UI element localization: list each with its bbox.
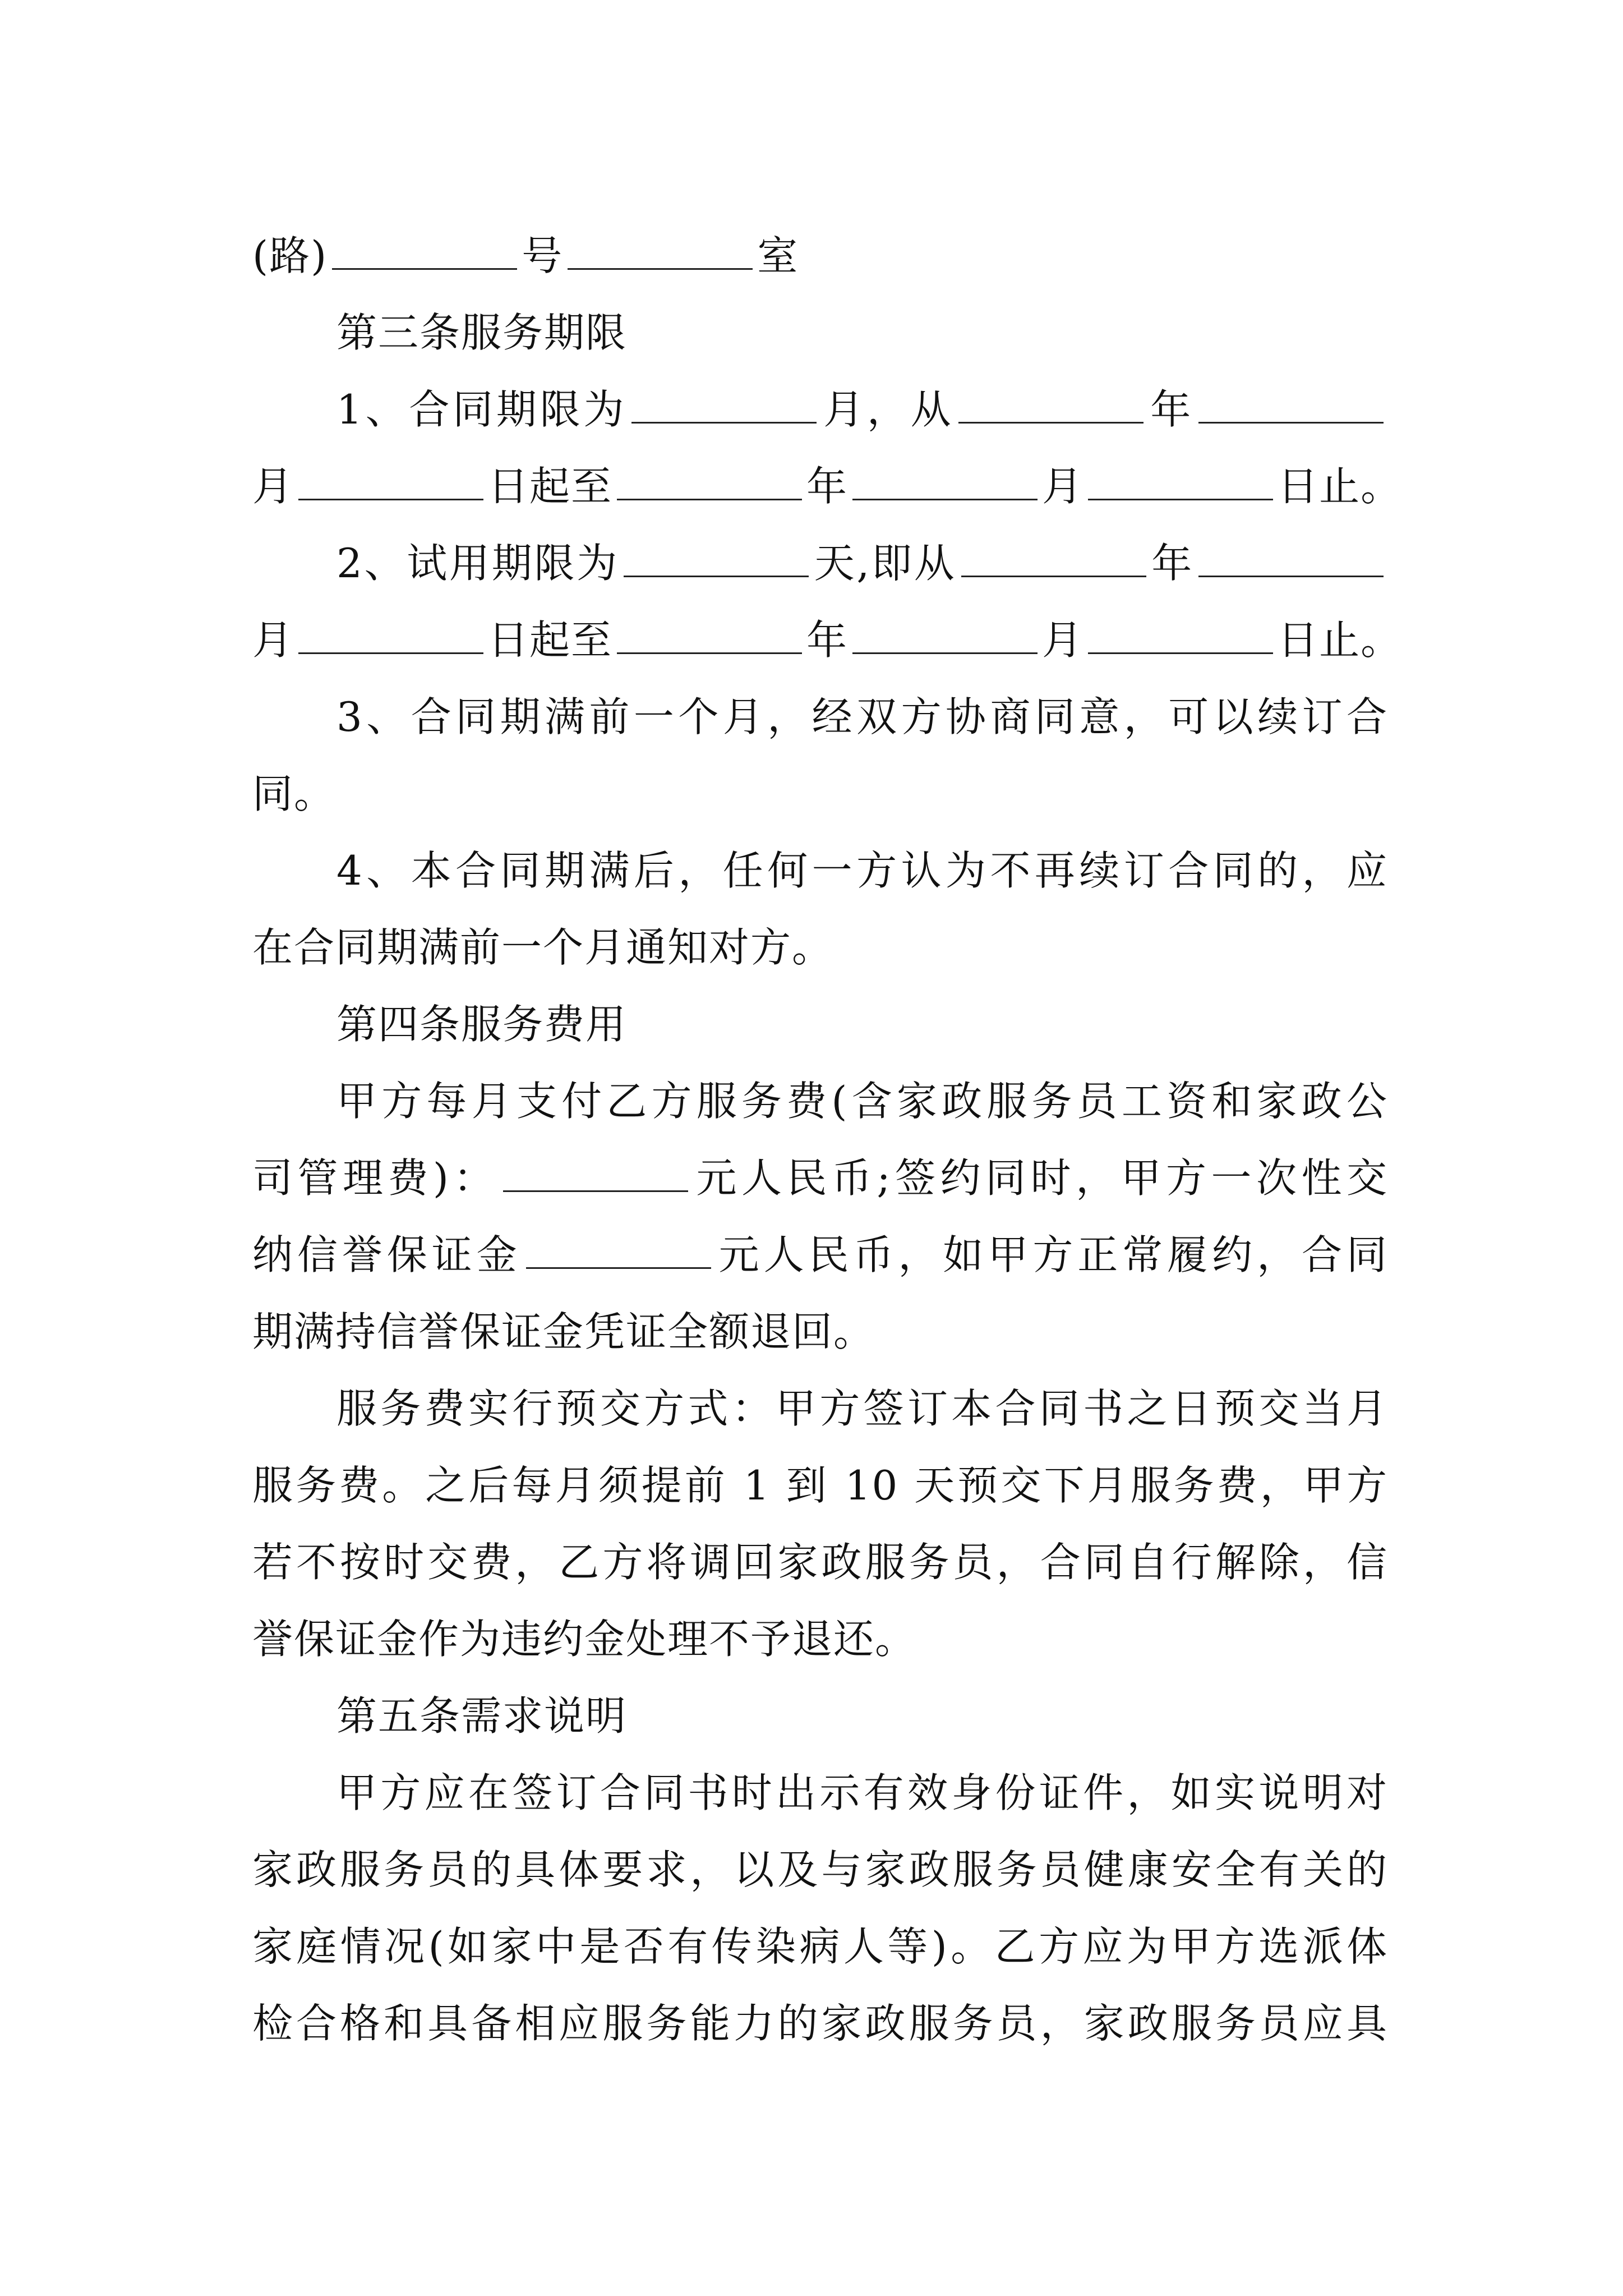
text-segment: 年 — [806, 463, 849, 510]
blank-field[interactable] — [298, 615, 483, 654]
text-segment: 司管理费)： — [252, 1154, 499, 1202]
paragraph-line: 检合格和具备相应服务能力的家政服务员，家政服务员应具 — [252, 2000, 1388, 2047]
text-segment: 年 — [1148, 386, 1194, 433]
paragraph-line: 期满持信誉保证金凭证全额退回。 — [252, 1308, 875, 1355]
contract-page — [252, 218, 1403, 2062]
blank-field[interactable] — [1198, 385, 1384, 424]
blank-field[interactable] — [1198, 539, 1384, 577]
text-segment: 室 — [757, 232, 799, 279]
paragraph-line: 若不按时交费，乙方将调回家政服务员，合同自行解除，信 — [252, 1539, 1388, 1586]
blank-field[interactable] — [958, 385, 1144, 424]
text-segment: 日起至 — [488, 463, 613, 510]
paragraph-line — [252, 525, 1388, 602]
text-segment: 2、试用期限为 — [336, 540, 619, 587]
paragraph-line: 甲方每月支付乙方服务费(含家政服务员工资和家政公 — [336, 1078, 1388, 1125]
text-segment: 号 — [522, 232, 564, 279]
text-segment: 纳信誉保证金 — [252, 1231, 522, 1278]
text-segment: 月，从 — [821, 386, 955, 433]
text-segment: 年 — [1150, 540, 1194, 587]
text-segment: (路) — [252, 232, 328, 279]
blank-field[interactable] — [503, 1153, 688, 1192]
blank-field[interactable] — [631, 385, 817, 424]
text-segment: 月 — [1042, 463, 1084, 510]
blank-field[interactable] — [617, 615, 802, 654]
text-segment: 日止。 — [1278, 616, 1403, 664]
blank-field[interactable] — [332, 231, 517, 270]
blank-field[interactable] — [617, 462, 802, 500]
blank-field[interactable] — [1088, 462, 1273, 500]
blank-field[interactable] — [298, 462, 483, 500]
text-segment: 元人民币，如甲方正常履约，合同 — [715, 1231, 1388, 1278]
paragraph-line: 4、本合同期满后，任何一方认为不再续订合同的，应 — [336, 847, 1388, 894]
paragraph-line: 家庭情况(如家中是否有传染病人等)。乙方应为甲方选派体 — [252, 1923, 1388, 1970]
paragraph-line — [252, 1140, 1388, 1217]
paragraph-line: 服务费实行预交方式：甲方签订本合同书之日预交当月 — [336, 1385, 1388, 1432]
text-segment: 元人民币;签约同时，甲方一次性交 — [693, 1154, 1388, 1202]
section-heading: 第四条服务费用 — [336, 1001, 628, 1048]
text-segment: 天,即从 — [813, 540, 957, 587]
blank-field[interactable] — [1088, 615, 1273, 654]
paragraph-line — [252, 1217, 1388, 1294]
text-segment: 1、合同期限为 — [336, 386, 628, 433]
text-segment: 年 — [806, 616, 849, 664]
text-segment: 月 — [252, 616, 294, 664]
text-segment: 月 — [1042, 616, 1084, 664]
paragraph-line — [252, 602, 1403, 679]
blank-field[interactable] — [568, 231, 753, 270]
blank-field[interactable] — [852, 462, 1038, 500]
paragraph-line: 3、合同期满前一个月，经双方协商同意，可以续订合 — [336, 693, 1388, 740]
paragraph-line — [252, 371, 1388, 448]
paragraph-line — [252, 448, 1403, 525]
section-heading: 第三条服务期限 — [336, 309, 628, 356]
paragraph-line: 服务费。之后每月须提前 1 到 10 天预交下月服务费，甲方 — [252, 1462, 1388, 1509]
blank-field[interactable] — [624, 539, 809, 577]
paragraph-line: 同。 — [252, 770, 336, 817]
paragraph-line: 家政服务员的具体要求，以及与家政服务员健康安全有关的 — [252, 1846, 1388, 1893]
blank-field[interactable] — [526, 1230, 711, 1269]
paragraph-line: 在合同期满前一个月通知对方。 — [252, 924, 834, 971]
section-heading: 第五条需求说明 — [336, 1692, 628, 1740]
text-segment: 日起至 — [488, 616, 613, 664]
text-segment: 日止。 — [1278, 463, 1403, 510]
paragraph-line: 誉保证金作为违约金处理不予退还。 — [252, 1616, 917, 1663]
text-segment: 月 — [252, 463, 294, 510]
blank-field[interactable] — [852, 615, 1038, 654]
address-line — [252, 218, 1388, 295]
blank-field[interactable] — [961, 539, 1146, 577]
paragraph-line: 甲方应在签订合同书时出示有效身份证件，如实说明对 — [336, 1769, 1388, 1816]
